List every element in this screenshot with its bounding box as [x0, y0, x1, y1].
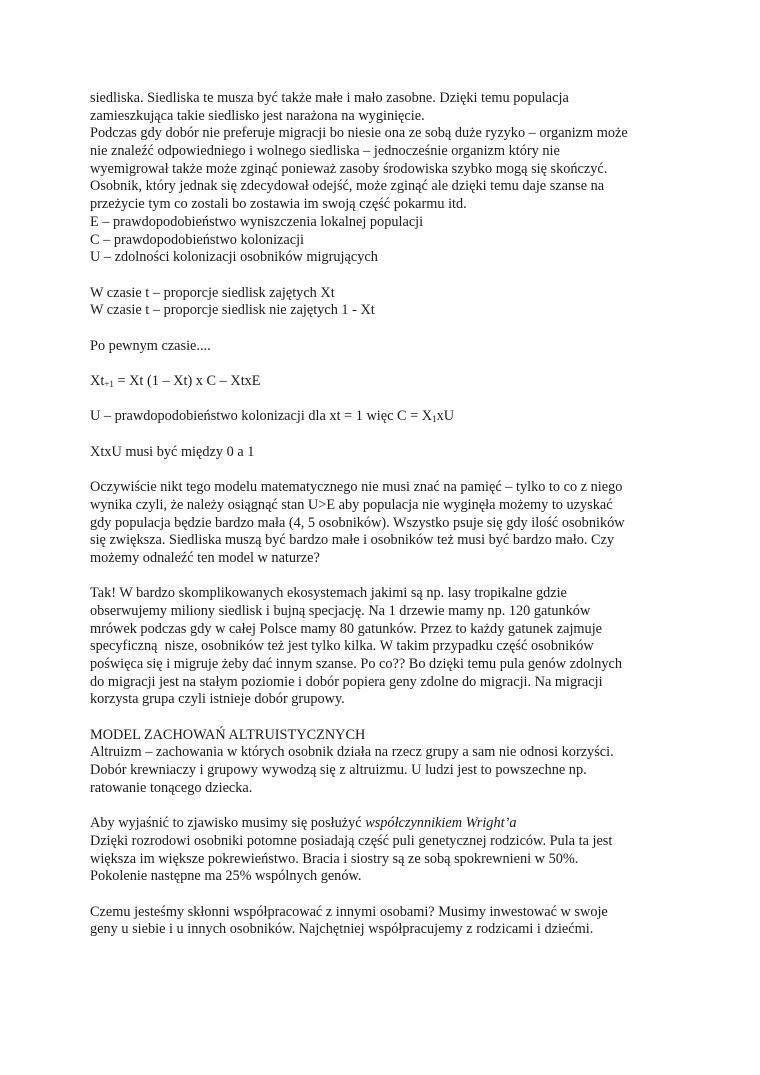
definition-e: E – prawdopodobieństwo wyniszczenia lokalnej populacji	[90, 213, 424, 230]
text-line: Tak! W bardzo skomplikowanych ekosystemach jakimi są np. lasy tropikalne gdzie	[90, 585, 567, 602]
blank-line	[90, 267, 710, 285]
text-line: Podczas gdy dobór nie preferuje migracji bo niesie ona ze sobą duże ryzyko – organizm może	[90, 125, 628, 142]
section-heading: MODEL ZACHOWAŃ ALTRUISTYCZNYCH	[90, 726, 366, 743]
text-line: poświęca się i migruje żeby dać innym szanse. Po co?? Bo dzięki temu pula genów zdolnych	[90, 656, 623, 672]
text-line: ratowanie tonącego dziecka.	[90, 779, 253, 796]
text-line: zamieszkująca takie siedlisko jest narażona na wyginięcie.	[90, 107, 425, 124]
paragraph-siedliska	[90, 90, 710, 267]
wright-term: współczynnikiem Wright’a	[365, 815, 517, 832]
document-body	[90, 90, 710, 939]
blank-line	[90, 426, 710, 444]
text-line: Po pewnym czasie....	[90, 337, 211, 354]
text-line: gdy populacja będzie bardzo mała (4, 5 osobników). Wszystko psuje się gdy ilość osobników	[90, 514, 625, 531]
formula-part: U – prawdopodobieństwo kolonizacji dla xt = 1 więc C = X	[90, 408, 433, 425]
paragraph-oczywiscie	[90, 479, 710, 567]
paragraph-proporcje	[90, 285, 710, 320]
formula-part: Xt	[90, 373, 105, 389]
paragraph-wspolpraca	[90, 904, 710, 939]
formula-xt1	[90, 373, 710, 391]
paragraph-altruizm	[90, 744, 710, 797]
blank-line	[90, 798, 710, 816]
text-line: specyficzną nisze, osobników też jest tylko kilka. W takim przypadku część osobników	[90, 638, 594, 655]
text-line: do migracji jest na stałym poziomie i dobór popiera geny zdolne do migracji. Na migracji	[90, 673, 603, 690]
text-line: większa im większe pokrewieństwo. Bracia i siostry są ze sobą spokrewnieni w 50%.	[90, 850, 579, 867]
text-line: Altruizm – zachowania w których osobnik działa na rzecz grupy a sam nie odnosi korzyści.	[90, 744, 614, 761]
paragraph-pokrewienstwo	[90, 833, 710, 886]
text-line: możemy odnaleźć ten model w naturze?	[90, 549, 320, 566]
blank-line	[90, 391, 710, 409]
formula-subscript: 1	[432, 414, 437, 425]
text-line: siedliska. Siedliska te musza być także małe i mało zasobne. Dzięki temu populacja	[90, 90, 569, 106]
blank-line	[90, 461, 710, 479]
paragraph-tak	[90, 585, 710, 709]
text-line: obserwujemy miliony siedlisk i bujną specjację. Na 1 drzewie mamy np. 120 gatunków	[90, 602, 591, 619]
text-line: W czasie t – proporcje siedlisk nie zajętych 1 - Xt	[90, 302, 375, 319]
blank-line	[90, 320, 710, 338]
wright-prefix: Aby wyjaśnić to zjawisko musimy się posłużyć	[90, 815, 366, 832]
formula-xtxu: XtxU musi być między 0 a 1	[90, 443, 255, 460]
text-line: Osobnik, który jednak się zdecydował odejść, może zginąć ale dzięki temu daje szanse na	[90, 178, 605, 195]
text-line: Dzięki rozrodowi osobniki potomne posiadają część puli genetycznej rodziców. Pula ta jest	[90, 832, 613, 849]
formula-part: = Xt (1 – Xt) x C – XtxE	[113, 373, 261, 389]
blank-line	[90, 355, 710, 373]
blank-line	[90, 568, 710, 586]
formula-subscript: +1	[104, 379, 114, 389]
text-line: Pokolenie następne ma 25% wspólnych genów.	[90, 868, 362, 885]
text-line: mrówek podczas gdy w całej Polsce mamy 80 gatunków. Przez to każdy gatunek zajmuje	[90, 620, 603, 637]
text-line: się zwiększa. Siedliska muszą być bardzo małe i osobników też musi być bardzo mało. Czy	[90, 532, 615, 549]
definition-u: U – zdolności kolonizacji osobników migrujących	[90, 249, 378, 266]
text-line: Czemu jesteśmy skłonni współpracować z innymi osobami? Musimy inwestować w swoje	[90, 903, 608, 920]
text-line: geny u siebie i u innych osobników. Najchętniej współpracujemy z rodzicami i dziećmi.	[90, 921, 594, 938]
blank-line	[90, 886, 710, 904]
blank-line	[90, 709, 710, 727]
text-line: przeżycie tym co zostali bo zostawia im swoją część pokarmu itd.	[90, 196, 467, 213]
text-line: korzysta grupa czyli istnieje dobór grupowy.	[90, 691, 345, 708]
formula-u	[90, 408, 710, 426]
definition-c: C – prawdopodobieństwo kolonizacji	[90, 231, 305, 248]
text-line: nie znaleźć odpowiedniego i wolnego siedliska – jednocześnie organizm który nie	[90, 143, 560, 160]
text-line: wynika czyli, że należy osiągnąć stan U>E aby populacja nie wyginęła możemy to uzyskać	[90, 496, 613, 513]
text-line: Dobór krewniaczy i grupowy wywodzą się z altruizmu. U ludzi jest to powszechne np.	[90, 762, 587, 779]
formula-part: xU	[436, 408, 455, 425]
text-line: W czasie t – proporcje siedlisk zajętych Xt	[90, 284, 335, 301]
text-line: Oczywiście nikt tego modelu matematycznego nie musi znać na pamięć – tylko to co z niego	[90, 479, 623, 496]
text-line: wyemigrował także może zginąć ponieważ zasoby środowiska szybko mogą się skończyć.	[90, 160, 608, 177]
wright-line	[90, 815, 710, 833]
